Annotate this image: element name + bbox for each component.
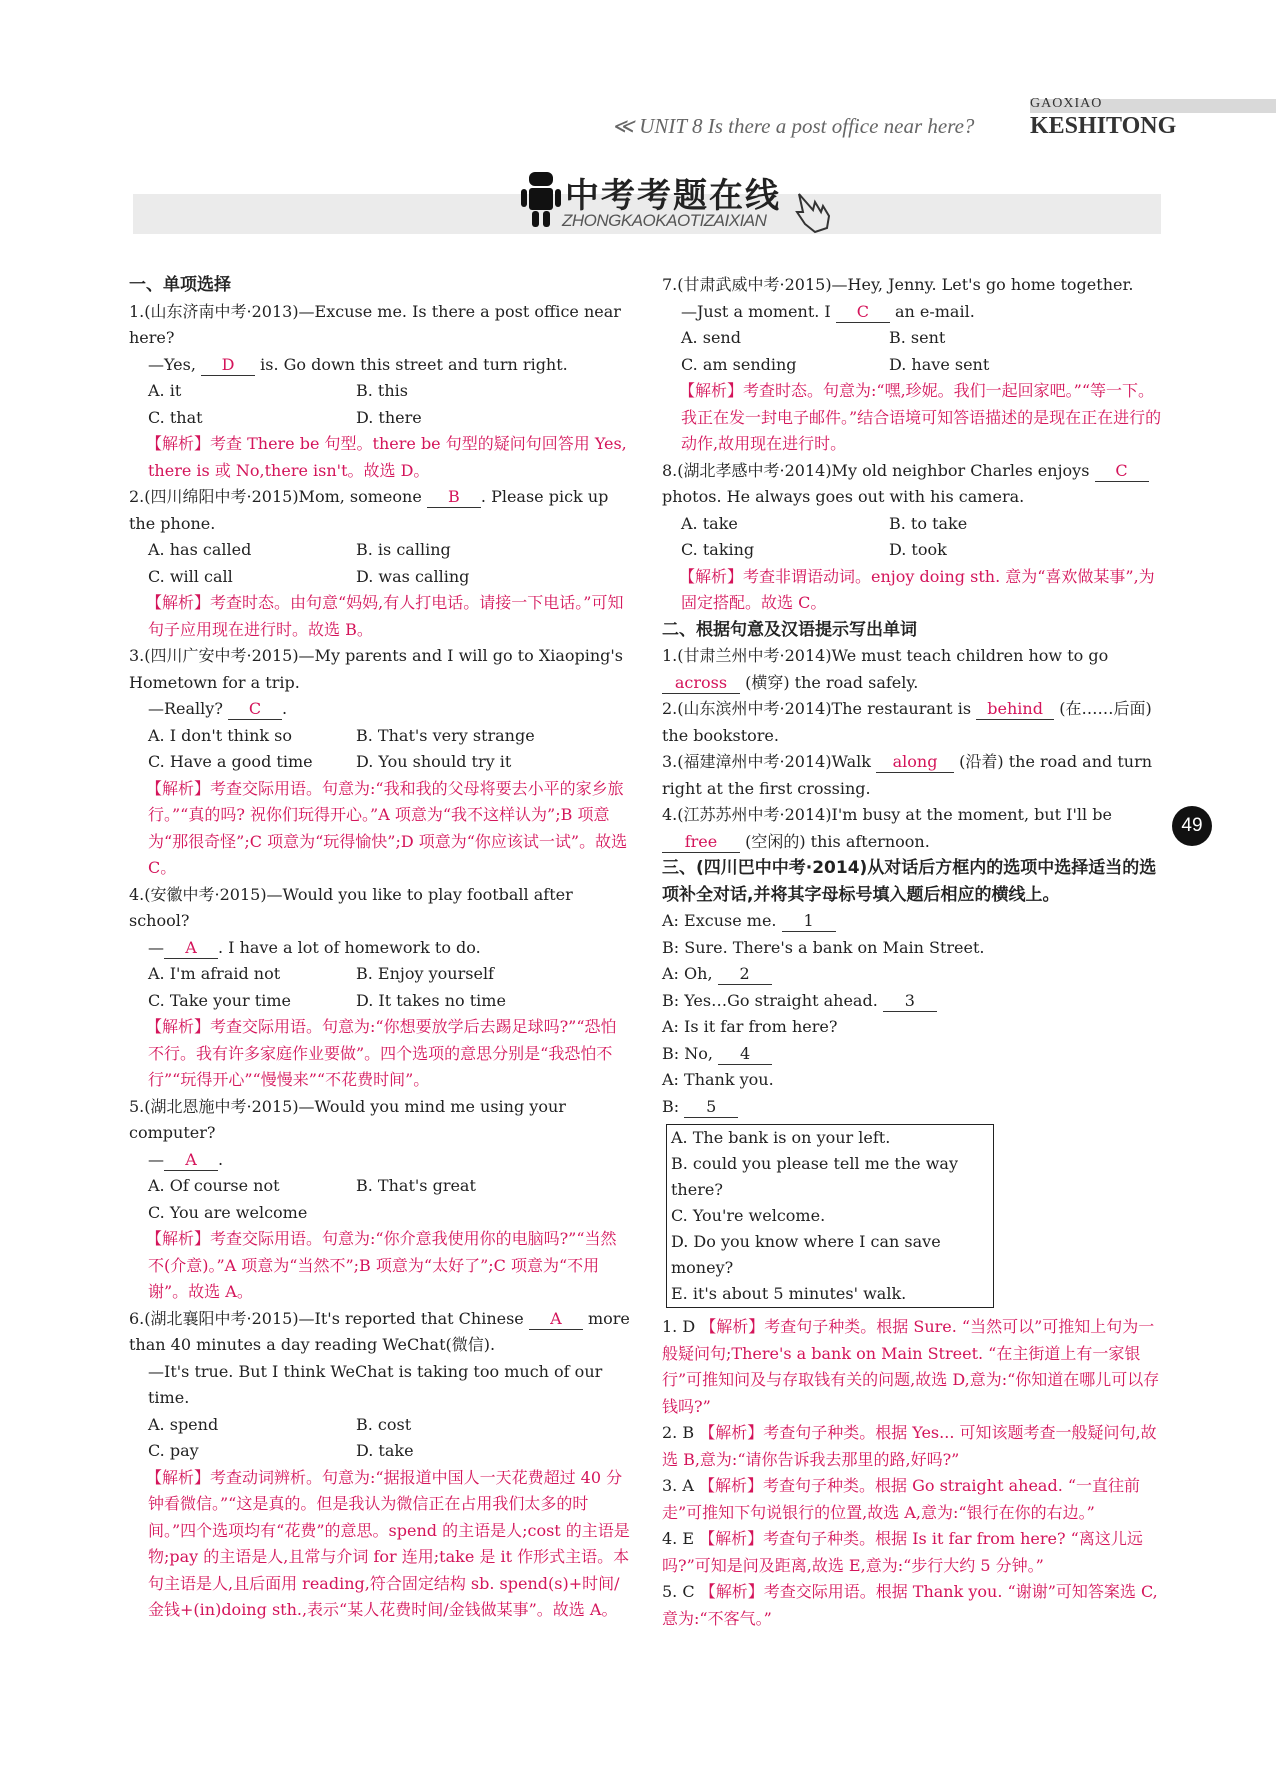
answer-blank: along xyxy=(876,752,954,773)
answer-blank: A xyxy=(529,1309,583,1330)
question-6-options: A. spend B. cost xyxy=(148,1414,412,1434)
question-5-options: C. You are welcome xyxy=(148,1202,308,1222)
answer-item: 1. D 【解析】考查句子种类。根据 Sure. “当然可以”可推知上句为一般疑问句;There's a bank on Main Street. “在主街道上有一家银行”可推知问及与存取钱有关的问题,故选 D,意为:“你知道在哪儿可以存钱吗?” xyxy=(662,1317,1160,1416)
section-title: 三、(四川巴中中考·2014)从对话后方框内的选项中选择适当的选项补全对话,并将其字母标号填入题后相应的横线上。 xyxy=(662,858,1157,905)
question-5-line2: — A . xyxy=(148,1149,224,1169)
question-4-stem: 4.(安徽中考·2015)—Would you like to play football after school? xyxy=(129,884,573,930)
box-option: A. The bank is on your left. xyxy=(671,1128,891,1147)
answer-blank: A xyxy=(164,938,218,959)
answer-blank: D xyxy=(201,355,255,376)
dialogue-line: B: Yes…Go straight ahead. 3 xyxy=(662,988,1164,1015)
question-5-stem: 5.(湖北恩施中考·2015)—Would you mind me using your computer? xyxy=(129,1096,566,1142)
fill-item: 2.(山东滨州中考·2014)The restaurant is behind (在……后面) the bookstore. xyxy=(662,699,1152,745)
answer-blank: C xyxy=(228,699,282,720)
question-3-options: A. I don't think so B. That's very strange xyxy=(148,725,535,745)
question-1-stem: 1.(山东济南中考·2013)—Excuse me. Is there a post office near here? xyxy=(129,301,621,347)
question-7-stem: 7.(甘肃武威中考·2015)—Hey, Jenny. Let's go home together. xyxy=(662,275,1134,294)
analysis-text: 【解析】考查时态。由句意“妈妈,有人打电话。请接一下电话。”可知句子应用现在进行时。故选 B。 xyxy=(146,593,624,639)
question-2-options: C. will call D. was calling xyxy=(148,566,470,586)
left-column xyxy=(129,272,631,1624)
right-column xyxy=(662,272,1164,1632)
dialogue-blank: 3 xyxy=(883,991,937,1012)
dialogue-blank: 1 xyxy=(782,911,836,932)
banner-subtitle: ZHONGKAOKAOTIZAIXIAN xyxy=(562,211,767,230)
answer-blank: C xyxy=(836,302,890,323)
question-7-options: A. send B. sent xyxy=(681,328,946,347)
header-gaoxiao: GAOXIAO xyxy=(1030,96,1103,111)
section-title: 二、根据句意及汉语提示写出单词 xyxy=(662,619,917,640)
box-option: B. could you please tell me the way there? xyxy=(671,1154,958,1199)
header-unit-title xyxy=(612,114,974,139)
question-2-stem: 2.(四川绵阳中考·2015)Mom, someone B . Please pick up the phone. xyxy=(129,487,609,533)
answer-item: 2. B 【解析】考查句子种类。根据 Yes... 可知该题考查一般疑问句,故选 B,意为:“请你告诉我去那里的路,好吗?” xyxy=(662,1423,1157,1469)
analysis-text: 【解析】考查动词辨析。句意为:“据报道中国人一天花费超过 40 分钟看微信。”“这是真的。但是我认为微信正在占用我们太多的时间。”四个选项均有“花费”的意思。spend 的主语是人;cost 的主语是物;pay 的主语是人,且常与介词 for 连用;take 是 it 作形式主语。本句主语是人,且后面用 reading,符合固定结构 sb. spend(s)+时间/金钱+(in)doing sth.,表示“某人花费时间/金钱做某事”。故选 A。 xyxy=(146,1467,630,1619)
page-number: 49 xyxy=(1172,806,1212,846)
question-4-options: C. Take your time D. It takes no time xyxy=(148,990,506,1010)
header-unit-text: UNIT 8 Is there a post office near here? xyxy=(639,114,975,138)
answer-blank: behind xyxy=(976,699,1054,720)
question-6-options: C. pay D. take xyxy=(148,1441,414,1460)
question-6-stem: 6.(湖北襄阳中考·2015)—It's reported that Chinese A more than 40 minutes a day reading WeChat(微信). xyxy=(129,1308,630,1354)
box-option: C. You're welcome. xyxy=(671,1206,826,1225)
dialogue-blank: 2 xyxy=(718,964,772,985)
question-4-line2: — A . I have a lot of homework to do. xyxy=(148,937,481,957)
question-1-line2: —Yes, D is. Go down this street and turn right. xyxy=(148,354,568,374)
question-8-stem: 8.(湖北孝感中考·2014)My old neighbor Charles enjoys C photos. He always goes out with his camera. xyxy=(662,458,1164,511)
question-5-options: A. Of course not B. That's great xyxy=(148,1176,476,1195)
question-7-line2: —Just a moment. I C an e-mail. xyxy=(681,301,975,321)
dialogue-line: B: Sure. There's a bank on Main Street. xyxy=(662,937,985,957)
fill-item: 1.(甘肃兰州中考·2014)We must teach children how to go across (横穿) the road safely. xyxy=(662,646,1109,692)
analysis-text: 【解析】考查交际用语。句意为:“你介意我使用你的电脑吗?”“当然不(介意)。”A 项意为“当然不”;B 项意为“太好了”;C 项意为“不用谢”。故选 A。 xyxy=(146,1229,617,1301)
fill-item: 4.(江苏苏州中考·2014)I'm busy at the moment, but I'll be free (空闲的) this afternoon. xyxy=(662,805,1112,851)
question-4-options: A. I'm afraid not B. Enjoy yourself xyxy=(148,964,494,983)
question-7-options: C. am sending D. have sent xyxy=(681,354,990,374)
banner-title: 中考考题在线 xyxy=(565,176,781,216)
header-brand: KESHITONG xyxy=(1030,113,1177,139)
robot-icon xyxy=(519,172,563,228)
question-6-line2: —It's true. But I think WeChat is taking too much of our time. xyxy=(148,1361,603,1407)
question-3-options: C. Have a good time D. You should try it xyxy=(148,752,512,771)
analysis-text: 【解析】考查交际用语。句意为:“你想要放学后去踢足球吗?”“恐怕不行。我有许多家庭作业要做”。四个选项的意思分别是“我恐怕不行”“玩得开心”“慢慢来”“不花费时间”。 xyxy=(146,1017,617,1089)
analysis-text: 【解析】考查交际用语。句意为:“我和我的父母将要去小平的家乡旅行。”“真的吗? 祝你们玩得开心。”A 项意为“我不这样认为”;B 项意为“那很奇怪”;C 项意为“玩得愉快”;D 项意为“你应该试一试”。故选 C。 xyxy=(146,778,628,877)
question-1-options: C. that D. there xyxy=(148,407,422,427)
question-3-line2: —Really? C . xyxy=(148,699,288,718)
answer-blank: free xyxy=(662,832,740,853)
question-1-options: A. it B. this xyxy=(148,381,408,400)
analysis-text: 【解析】考查时态。句意为:“嘿,珍妮。我们一起回家吧。”“等一下。我正在发一封电子邮件。”结合语境可知答语描述的是现在正在进行的动作,故用现在进行时。 xyxy=(679,381,1162,453)
question-3-stem: 3.(四川广安中考·2015)—My parents and I will go to Xiaoping's Hometown for a trip. xyxy=(129,646,624,692)
section-title: 一、单项选择 xyxy=(129,275,231,295)
answer-blank: A xyxy=(164,1150,218,1171)
dialogue-blank: 5 xyxy=(684,1097,738,1118)
answer-item: 4. E 【解析】考查句子种类。根据 Is it far from here? “离这儿远吗?”可知是问及距离,故选 E,意为:“步行大约 5 分钟。” xyxy=(662,1529,1143,1575)
dialogue-blank: 4 xyxy=(718,1044,772,1065)
dialogue-line: A: Is it far from here? xyxy=(662,1017,838,1036)
box-option: E. it's about 5 minutes' walk. xyxy=(671,1284,907,1303)
answer-item: 5. C 【解析】考查交际用语。根据 Thank you. “谢谢”可知答案选 C,意为:“不客气。” xyxy=(662,1582,1158,1628)
analysis-text: 【解析】考查非谓语动词。enjoy doing sth. 意为“喜欢做某事”,为固定搭配。故选 C。 xyxy=(679,566,1155,612)
options-box xyxy=(666,1124,994,1308)
dialogue-line: A: Oh, 2 xyxy=(662,961,1164,988)
box-option: D. Do you know where I can save money? xyxy=(671,1232,941,1277)
analysis-text: 【解析】考查 There be 句型。there be 句型的疑问句回答用 Yes, there is 或 No,there isn't。故选 D。 xyxy=(146,434,627,480)
fill-item: 3.(福建漳州中考·2014)Walk along (沿着) the road and turn right at the first crossing. xyxy=(662,752,1153,798)
dialogue-line: B: 5 xyxy=(662,1094,1164,1121)
answer-blank: B xyxy=(427,487,481,508)
answer-item: 3. A 【解析】考查句子种类。根据 Go straight ahead. “一直往前走”可推知下句说银行的位置,故选 A,意为:“银行在你的右边。” xyxy=(662,1476,1141,1522)
pointing-hand-icon xyxy=(793,190,833,234)
dialogue-line: B: No, 4 xyxy=(662,1041,1164,1068)
answer-blank: across xyxy=(662,673,740,694)
dialogue-line: A: Thank you. xyxy=(662,1070,774,1089)
header-arrows: ≪ xyxy=(612,114,634,138)
dialogue-line: A: Excuse me. 1 xyxy=(662,908,1164,935)
question-2-options: A. has called B. is calling xyxy=(148,540,451,559)
answer-blank: C xyxy=(1095,461,1149,482)
question-8-options: A. take B. to take xyxy=(681,513,968,533)
question-8-options: C. taking D. took xyxy=(681,540,947,559)
